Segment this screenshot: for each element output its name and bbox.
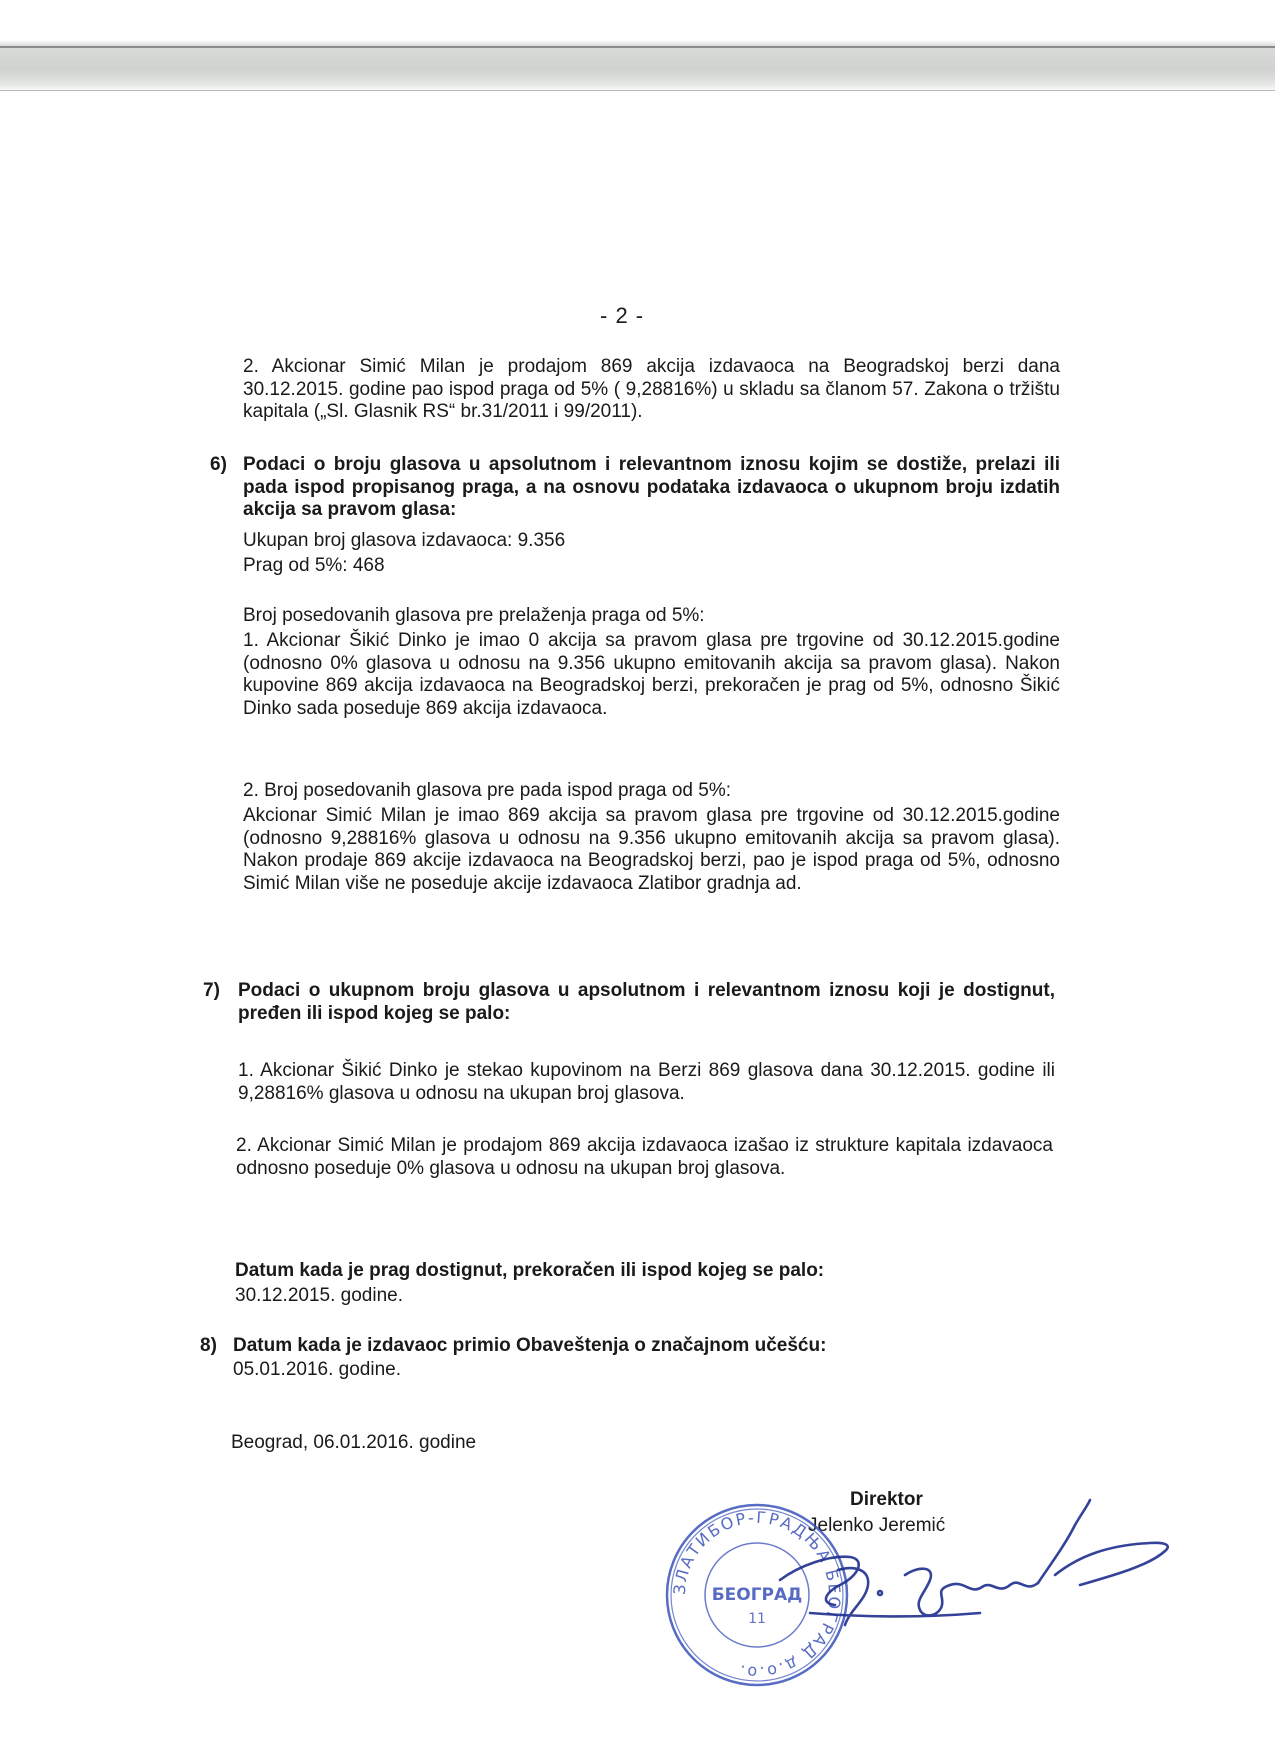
signatory-name: Jelenko Jeremić (808, 1515, 946, 1536)
signatory-title: Direktor (850, 1489, 923, 1510)
section-7-item-1: 1. Akcionar Šikić Dinko je stekao kupovinom na Berzi 869 glasova dana 30.12.2015. godine ili 9,28816% glasova u odnosu na ukupan broj glasova. (238, 1060, 1055, 1104)
section-7-number: 7) (203, 980, 220, 1001)
section-8-heading: Datum kada je izdavaoc primio Obaveštenja o značajnom učešću: (233, 1335, 827, 1356)
threshold: Prag od 5%: 468 (243, 555, 385, 576)
section-8-number: 8) (200, 1335, 217, 1356)
section-6-number: 6) (210, 454, 227, 475)
section-6-item-2-label: 2. Broj posedovanih glasova pre pada ispod praga od 5%: (243, 780, 732, 801)
notice-date-value: 05.01.2016. godine. (233, 1359, 401, 1380)
section-7-heading: Podaci o ukupnom broju glasova u apsolutnom i relevantnom iznosu koji je dostignut, pređen ili ispod kojeg se palo: (238, 980, 1055, 1024)
total-votes: Ukupan broj glasova izdavaoca: 9.356 (243, 530, 566, 551)
intro-item: 2. Akcionar Simić Milan je prodajom 869 akcija izdavaoca na Beogradskoj berzi dana 30.12.2015. godine pao ispod praga od 5% ( 9,28816%) u skladu sa članom 57. Zakona o tržištu kapitala („Sl. Glasnik RS“ br.31/2011 i 99/2011). (243, 356, 1060, 422)
page-number: - 2 - (600, 303, 645, 328)
place-and-date: Beograd, 06.01.2016. godine (231, 1432, 477, 1453)
section-6-item-1: 1. Akcionar Šikić Dinko je imao 0 akcija sa pravom glasa pre trgovine od 30.12.2015.godine (odnosno 0% glasova u odnosu na 9.356 ukupno emitovanih akcija sa pravom glasa). Nakon kupovine 869 akcija izdavaoca na Beogradskoj berzi, prekoračen je prag od 5%, odnosno Šikić Dinko sada poseduje 869 akcija izdavaoca. (243, 630, 1060, 719)
section-6-item-2: Akcionar Simić Milan je imao 869 akcija sa pravom glasa pre trgovine od 30.12.2015.godine (odnosno 9,28816% glasova u odnosu na 9.356 ukupno emitovanih akcija sa pravom glasa). Nakon prodaje 869 akcije izdavaoca na Beogradskoj berzi, pao je ispod praga od 5%, odnosno Simić Milan više ne poseduje akcije izdavaoca Zlatibor gradnja ad. (243, 805, 1060, 894)
handwritten-signature (720, 1485, 1190, 1635)
svg-text:ЗЛАТИБОР-ГРАДЊА БЕОГРАД д.о.о.: ЗЛАТИБОР-ГРАДЊА БЕОГРАД д.о.о. (669, 1507, 845, 1683)
svg-text:БЕОГРАД: БЕОГРАД (711, 1585, 803, 1605)
threshold-date-value: 30.12.2015. godine. (235, 1285, 403, 1306)
svg-text:11: 11 (748, 1611, 766, 1627)
section-6-heading: Podaci o broju glasova u apsolutnom i relevantnom iznosu kojim se dostiže, prelazi ili pada ispod propisanog praga, a na osnovu podataka izdavaoca o ukupnom broju izdatih akcija sa pravom glasa: (243, 454, 1060, 520)
section-7-item-2: 2. Akcionar Simić Milan je prodajom 869 akcija izdavaoca izašao iz strukture kapitala izdavaoca odnosno poseduje 0% glasova u odnosu na ukupan broj glasova. (236, 1135, 1053, 1179)
threshold-date-heading: Datum kada je prag dostignut, prekoračen ili ispod kojeg se palo: (235, 1260, 825, 1281)
held-before-label: Broj posedovanih glasova pre prelaženja praga od 5%: (243, 605, 705, 626)
